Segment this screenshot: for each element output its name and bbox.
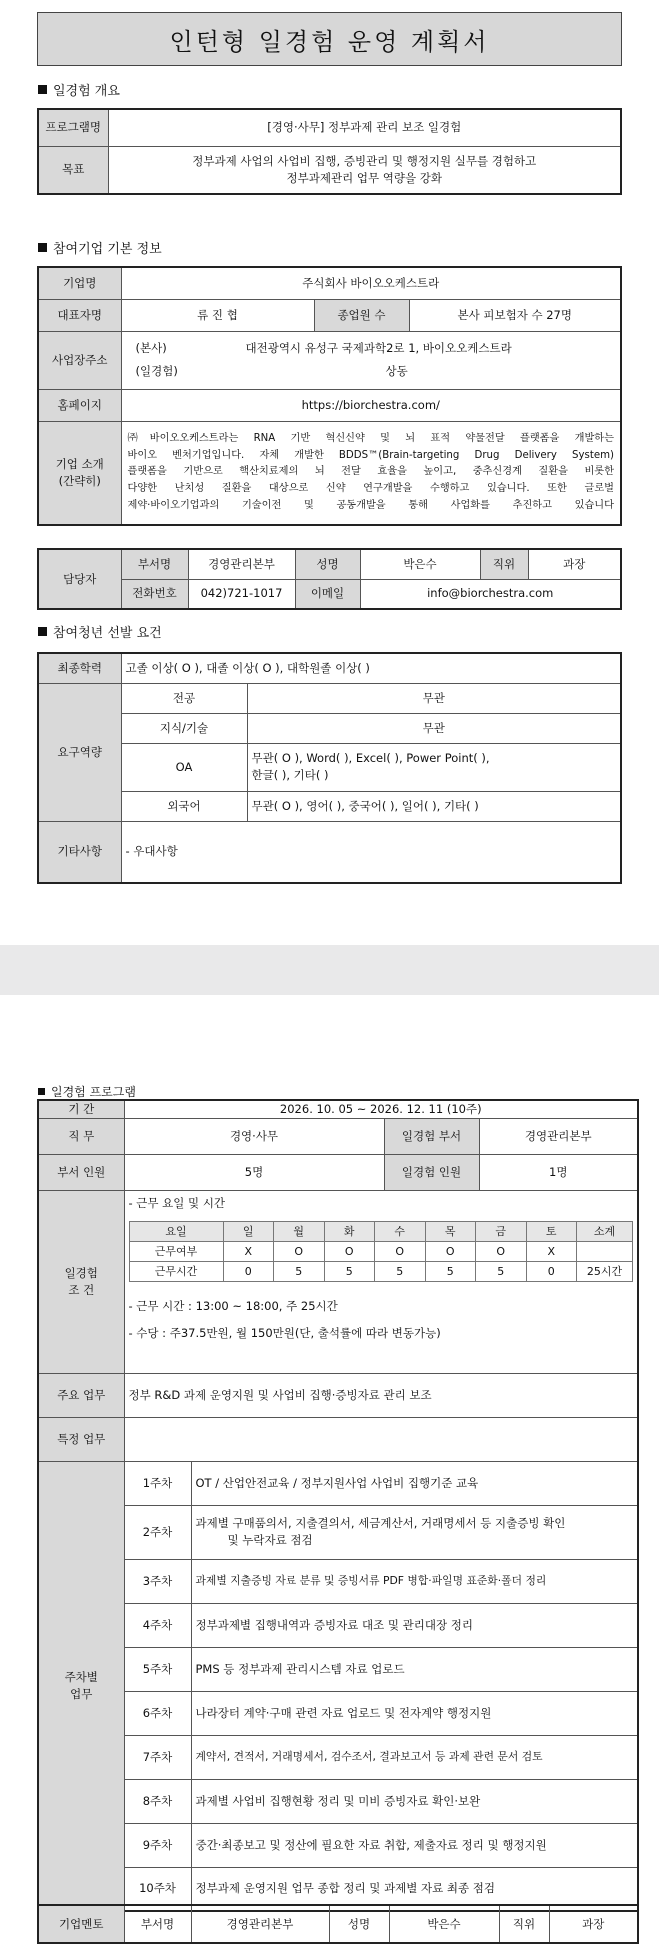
- contact-table: [37, 548, 622, 610]
- section-title: 참여기업 기본 정보: [53, 242, 162, 257]
- section-overview-heading: [38, 80, 120, 99]
- week-task-line: 및 누락자료 점검: [227, 1533, 313, 1547]
- language-value: 무관( O ), 영어( ), 중국어( ), 일어( ), 기타( ): [247, 791, 621, 821]
- schedule-cell: 근무시간: [129, 1262, 223, 1282]
- schedule-cell: O: [425, 1242, 476, 1262]
- company-name-value: 주식회사 바이오오케스트라: [121, 267, 621, 299]
- oa-line: 무관( O ), Word( ), Excel( ), Power Point( ),: [251, 751, 490, 766]
- contact-dept-value: 경영관리본부: [188, 549, 295, 579]
- competency-label: 요구역량: [38, 683, 121, 821]
- other-label: 기타사항: [38, 821, 121, 883]
- intern-count-label: 일경험 인원: [384, 1154, 479, 1190]
- mentor-dept-label: 부서명: [124, 1905, 191, 1943]
- ceo-label: 대표자명: [38, 299, 121, 331]
- schedule-header: 수: [375, 1222, 426, 1242]
- contact-email-value[interactable]: info@biorchestra.com: [360, 579, 621, 609]
- schedule-cell: 5: [274, 1262, 325, 1282]
- schedule-table: [129, 1221, 634, 1282]
- intro-line: 바이오 벤처기업입니다. 자체 개발한 BDDS™(Brain-targeting Drug Delivery System): [127, 449, 614, 461]
- intro-label-line: 기업 소개: [55, 457, 104, 472]
- schedule-cell: 25시간: [577, 1262, 633, 1282]
- homepage-label: 홈페이지: [38, 389, 121, 421]
- dept-staff-label: 부서 인원: [38, 1154, 124, 1190]
- duty-value: 경영·사무: [124, 1118, 384, 1154]
- square-bullet-icon: [38, 243, 47, 252]
- address-label: 사업장주소: [38, 331, 121, 389]
- schedule-cell: O: [274, 1242, 325, 1262]
- week-number: 2주차: [124, 1505, 191, 1559]
- schedule-cell: O: [324, 1242, 375, 1262]
- intro-line: 제약·바이오기업과의 기술이전 및 공동개발을 통해 사업화를 추진하고 있습니다: [127, 499, 614, 511]
- ceo-value: 류 진 협: [121, 299, 314, 331]
- overview-table: [37, 108, 622, 195]
- main-duty-label: 주요 업무: [38, 1373, 124, 1417]
- skill-value: 무관: [247, 713, 621, 743]
- dept-staff-value: 5명: [124, 1154, 384, 1190]
- goal-line: 정부과제관리 업무 역량을 강화: [286, 170, 442, 185]
- homepage-link[interactable]: https://biorchestra.com/: [121, 389, 621, 421]
- schedule-cell: 5: [476, 1262, 527, 1282]
- schedule-cell: 5: [324, 1262, 375, 1282]
- schedule-header: 요일: [129, 1222, 223, 1242]
- contact-phone-value: 042)721-1017: [188, 579, 295, 609]
- page-gap: [0, 945, 659, 995]
- duty-label: 직 무: [38, 1118, 124, 1154]
- goal-line: 정부과제 사업의 사업비 집행, 증빙관리 및 행정지원 실무를 경험하고: [192, 154, 537, 169]
- intern-dept-value: 경영관리본부: [479, 1118, 638, 1154]
- intern-dept-label: 일경험 부서: [384, 1118, 479, 1154]
- schedule-header: 금: [476, 1222, 527, 1242]
- special-duty-value: [124, 1417, 638, 1461]
- week-number: 8주차: [124, 1779, 191, 1823]
- oa-value: [247, 743, 621, 791]
- mentor-name-label: 성명: [329, 1905, 389, 1943]
- week-task: 정부과제 운영지원 업무 종합 정리 및 과제별 자료 최종 점검: [191, 1867, 638, 1911]
- period-value: 2026. 10. 05 ~ 2026. 12. 11 (10주): [124, 1100, 638, 1118]
- major-label: 전공: [121, 683, 247, 713]
- square-bullet-icon: [38, 627, 47, 636]
- contact-email-label: 이메일: [295, 579, 360, 609]
- schedule-header: 소계: [577, 1222, 633, 1242]
- conditions-cell: [124, 1190, 638, 1373]
- week-task: 과제별 사업비 집행현황 정리 및 미비 증빙자료 확인·보완: [191, 1779, 638, 1823]
- week-task: 계약서, 견적서, 거래명세서, 검수조서, 결과보고서 등 과제 관련 문서 검토: [191, 1735, 638, 1779]
- address-value: [121, 331, 621, 389]
- goal-value: [108, 146, 621, 194]
- schedule-cell: 근무여부: [129, 1242, 223, 1262]
- contact-name-value: 박은수: [360, 549, 480, 579]
- schedule-header: 일: [223, 1222, 274, 1242]
- section-title: 일경험 프로그램: [51, 1085, 136, 1099]
- site-address: 상동: [385, 364, 408, 378]
- section-company-heading: [38, 238, 162, 257]
- special-duty-label: 특정 업무: [38, 1417, 124, 1461]
- skill-label: 지식/기술: [121, 713, 247, 743]
- education-value: 고졸 이상( O ), 대졸 이상( O ), 대학원졸 이상( ): [121, 653, 621, 683]
- square-bullet-icon: [38, 85, 47, 94]
- site-label: (일경험): [135, 364, 178, 378]
- goal-label: 목표: [38, 146, 108, 194]
- oa-label: OA: [121, 743, 247, 791]
- week-task: 중간·최종보고 및 정산에 필요한 자료 취합, 제출자료 정리 및 행정지원: [191, 1823, 638, 1867]
- schedule-cell: O: [375, 1242, 426, 1262]
- program-name-value: [경영·사무] 정부과제 관리 보조 일경험: [108, 109, 621, 146]
- week-number: 5주차: [124, 1647, 191, 1691]
- company-intro-text: [121, 421, 621, 525]
- company-table: [37, 266, 622, 526]
- conditions-label-line: 일경험: [64, 1265, 98, 1280]
- language-label: 외국어: [121, 791, 247, 821]
- hours-note: - 근무 시간 : 13:00 ~ 18:00, 주 25시간: [128, 1299, 338, 1314]
- mentor-position-label: 직위: [499, 1905, 549, 1943]
- week-task: 나라장터 계약·구매 관련 자료 업로드 및 전자계약 행정지원: [191, 1691, 638, 1735]
- section-title: 참여청년 선발 요건: [53, 626, 162, 641]
- major-value: 무관: [247, 683, 621, 713]
- schedule-cell: [577, 1242, 633, 1262]
- contact-label: 담당자: [38, 549, 121, 609]
- mentor-dept-value: 경영관리본부: [191, 1905, 329, 1943]
- schedule-cell: 5: [425, 1262, 476, 1282]
- intro-line: ㈜바이오오케스트라는 RNA 기반 혁신신약 및 뇌 표적 약물전달 플랫폼을 개발하는: [127, 433, 614, 445]
- contact-dept-label: 부서명: [121, 549, 188, 579]
- week-task-line: 과제별 구매품의서, 지출결의서, 세금계산서, 거래명세서 등 지출증빙 확인: [195, 1516, 566, 1531]
- schedule-cell: O: [476, 1242, 527, 1262]
- schedule-title: - 근무 요일 및 시간: [128, 1195, 226, 1210]
- conditions-label-line: 조 건: [68, 1282, 95, 1297]
- other-value: - 우대사항: [121, 821, 621, 883]
- document-title: 인턴형 일경험 운영 계획서: [37, 12, 622, 66]
- employees-value: 본사 피보험자 수 27명: [409, 299, 621, 331]
- company-intro-label: [38, 421, 121, 525]
- contact-phone-label: 전화번호: [121, 579, 188, 609]
- week-task: OT / 산업안전교육 / 정부지원사업 사업비 집행기준 교육: [191, 1461, 638, 1505]
- main-duty-value: 정부 R&D 과제 운영지원 및 사업비 집행·증빙자료 관리 보조: [124, 1373, 638, 1417]
- schedule-header: 월: [274, 1222, 325, 1242]
- employees-label: 종업원 수: [314, 299, 409, 331]
- section-program-heading: [38, 1083, 136, 1100]
- mentor-label: 기업멘토: [38, 1905, 124, 1943]
- schedule-header: 목: [425, 1222, 476, 1242]
- period-label: 기 간: [38, 1100, 124, 1118]
- page-2: [0, 995, 659, 1956]
- intern-count-value: 1명: [479, 1154, 638, 1190]
- week-task: [191, 1505, 638, 1559]
- week-number: 1주차: [124, 1461, 191, 1505]
- week-task: 정부과제별 집행내역과 증빙자료 대조 및 관리대장 정리: [191, 1603, 638, 1647]
- mentor-table: [37, 1904, 639, 1944]
- intro-label-line: (간략히): [58, 473, 101, 488]
- schedule-cell: 5: [375, 1262, 426, 1282]
- company-name-label: 기업명: [38, 267, 121, 299]
- hq-address: 대전광역시 유성구 국제과학2로 1, 바이오오케스트라: [245, 341, 512, 356]
- program-name-label: 프로그램명: [38, 109, 108, 146]
- week-number: 6주차: [124, 1691, 191, 1735]
- hq-address-row: [126, 340, 617, 357]
- oa-line: 한글( ), 기타( ): [251, 768, 329, 782]
- schedule-header: 토: [526, 1222, 577, 1242]
- week-number: 4주차: [124, 1603, 191, 1647]
- weekly-tasks-label: [38, 1461, 124, 1911]
- contact-name-label: 성명: [295, 549, 360, 579]
- contact-position-value: 과장: [528, 549, 621, 579]
- square-bullet-icon: [38, 1088, 45, 1095]
- program-table: [37, 1099, 639, 1912]
- schedule-cell: X: [526, 1242, 577, 1262]
- site-address-row: [126, 363, 617, 380]
- mentor-position-value: 과장: [549, 1905, 638, 1943]
- intro-line: 플랫폼을 기반으로 핵산치료제의 뇌 전달 효율을 높이고, 중추신경계 질환을 비롯한: [127, 466, 614, 478]
- schedule-cell: 0: [526, 1262, 577, 1282]
- schedule-cell: 0: [223, 1262, 274, 1282]
- intro-line: 다양한 난치성 질환을 대상으로 신약 연구개발을 수행하고 있습니다. 또한 글로벌: [127, 483, 614, 494]
- week-number: 3주차: [124, 1559, 191, 1603]
- pay-note: - 수당 : 주37.5만원, 월 150만원(단, 출석률에 따라 변동가능): [128, 1325, 441, 1340]
- hq-label: (본사): [135, 341, 167, 356]
- week-number: 7주차: [124, 1735, 191, 1779]
- section-title: 일경험 개요: [53, 84, 120, 99]
- contact-position-label: 직위: [480, 549, 528, 579]
- weekly-label-line: 업무: [70, 1686, 93, 1701]
- requirements-table: [37, 652, 622, 884]
- mentor-name-value: 박은수: [389, 1905, 499, 1943]
- week-task: PMS 등 정부과제 관리시스템 자료 업로드: [191, 1647, 638, 1691]
- weekly-label-line: 주차별: [64, 1670, 98, 1685]
- week-number: 9주차: [124, 1823, 191, 1867]
- week-number: 10주차: [124, 1867, 191, 1911]
- week-task: 과제별 지출증빙 자료 분류 및 증빙서류 PDF 병합·파일명 표준화·폴더 정리: [191, 1559, 638, 1603]
- education-label: 최종학력: [38, 653, 121, 683]
- conditions-label: [38, 1190, 124, 1373]
- schedule-header: 화: [324, 1222, 375, 1242]
- page-1: [0, 0, 659, 945]
- section-requirements-heading: [38, 622, 162, 641]
- schedule-cell: X: [223, 1242, 274, 1262]
